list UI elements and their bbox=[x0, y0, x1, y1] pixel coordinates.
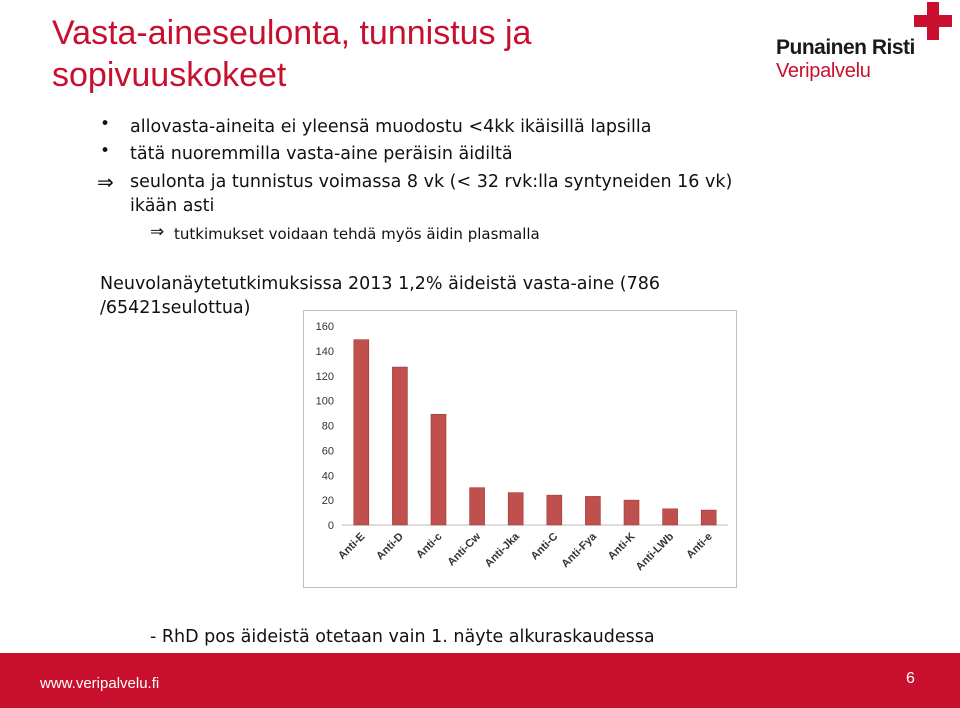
sub-arrow-item: tutkimukset voidaan tehdä myös äidin plasmalla bbox=[174, 225, 540, 243]
y-tick-label: 100 bbox=[315, 395, 334, 408]
chart-bar bbox=[470, 488, 485, 525]
chart-bar bbox=[431, 414, 446, 525]
slide-title-line2: sopivuuskokeet bbox=[52, 56, 287, 94]
y-tick-label: 0 bbox=[327, 520, 334, 532]
logo-subname: Veripalvelu bbox=[776, 60, 871, 82]
footer-bar bbox=[0, 653, 960, 708]
x-category-label: Anti-Jka bbox=[482, 530, 522, 570]
chart-bar bbox=[585, 496, 600, 525]
logo-name: Punainen Risti bbox=[776, 36, 915, 59]
red-cross-icon bbox=[914, 2, 952, 40]
bullet-item-1: allovasta-aineita ei yleensä muodostu <4kk ikäisillä lapsilla bbox=[130, 117, 652, 137]
y-tick-label: 160 bbox=[315, 321, 334, 333]
statistic-line2: /65421seulottua) bbox=[100, 298, 251, 318]
y-tick-label: 120 bbox=[315, 370, 334, 383]
chart-bar bbox=[354, 340, 369, 525]
x-category-label: Anti-e bbox=[684, 530, 715, 562]
slide-title-line1: Vasta-aineseulonta, tunnistus ja bbox=[52, 14, 532, 52]
red-cross-logo bbox=[776, 2, 956, 84]
y-tick-label: 60 bbox=[321, 445, 334, 458]
chart-bar bbox=[701, 510, 716, 525]
x-category-label: Anti-c bbox=[414, 530, 445, 562]
chart-bar bbox=[663, 509, 678, 525]
x-category-label: Anti-Cw bbox=[445, 530, 484, 569]
dash-item: - RhD pos äideistä otetaan vain 1. näyte alkuraskaudessa bbox=[150, 627, 655, 647]
implies-arrow-icon: ⇒ bbox=[97, 170, 114, 194]
bullet-icon: • bbox=[100, 141, 111, 161]
page-number: 6 bbox=[906, 670, 915, 687]
x-category-label: Anti-C bbox=[528, 530, 561, 563]
chart-bar bbox=[547, 495, 562, 525]
x-category-label: Anti-E bbox=[336, 530, 368, 563]
y-tick-label: 80 bbox=[321, 420, 334, 433]
slide-title bbox=[52, 12, 692, 96]
chart-bar bbox=[508, 493, 523, 525]
arrow-item-line2: ikään asti bbox=[130, 196, 215, 216]
x-category-label: Anti-Fya bbox=[559, 530, 600, 571]
bullet-icon: • bbox=[100, 114, 111, 134]
chart-bar bbox=[624, 500, 639, 525]
y-tick-label: 140 bbox=[315, 345, 334, 358]
y-tick-label: 20 bbox=[321, 495, 334, 508]
implies-arrow-icon: ⇒ bbox=[150, 222, 165, 242]
footer-link[interactable]: www.veripalvelu.fi bbox=[40, 675, 160, 692]
y-tick-label: 40 bbox=[321, 470, 334, 483]
x-category-label: Anti-K bbox=[605, 530, 638, 563]
statistic-line1: Neuvolanäytetutkimuksissa 2013 1,2% äideistä vasta-aine (786 bbox=[100, 274, 661, 294]
bullet-item-2: tätä nuoremmilla vasta-aine peräisin äidiltä bbox=[130, 144, 513, 164]
antibody-bar-chart bbox=[303, 310, 737, 588]
chart-canvas bbox=[304, 311, 736, 587]
arrow-item-line1: seulonta ja tunnistus voimassa 8 vk (< 32 rvk:lla syntyneiden 16 vk) bbox=[130, 172, 733, 192]
x-category-label: Anti-D bbox=[374, 530, 407, 563]
chart-bar bbox=[392, 367, 407, 525]
x-category-label: Anti-LWb bbox=[633, 530, 677, 574]
